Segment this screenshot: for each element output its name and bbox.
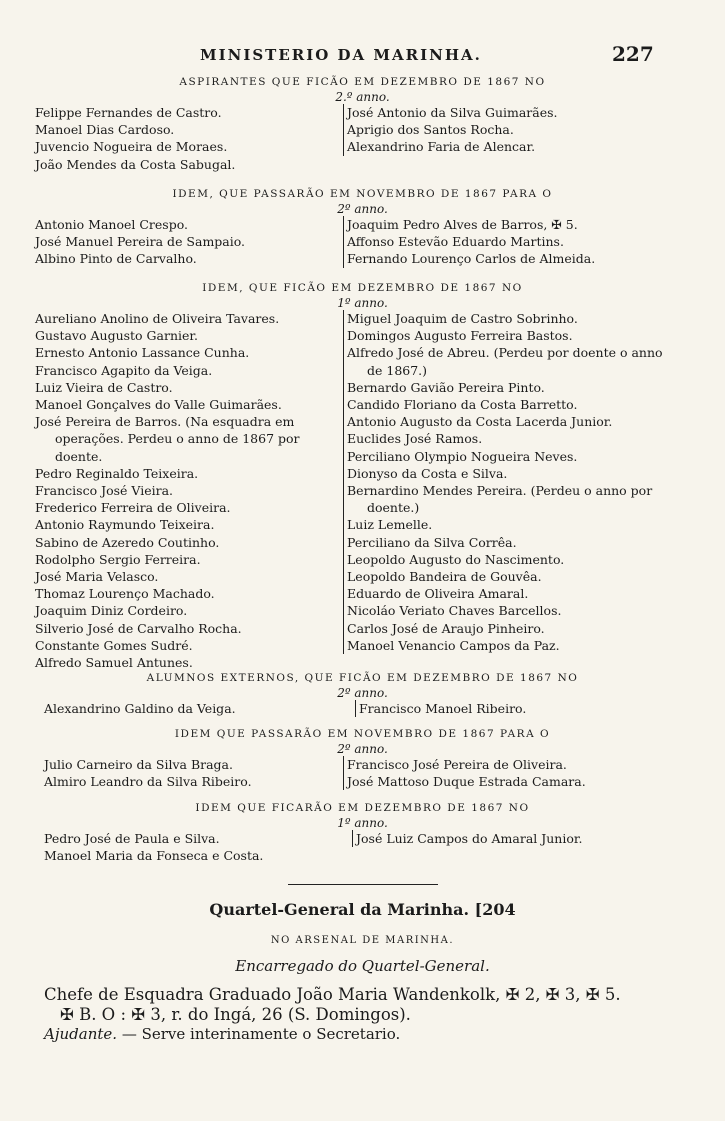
left-column <box>44 700 349 717</box>
list-item: José Pereira de Barros. (Na esquadra em operações. Perdeu o anno de 1867 por doente. <box>35 414 300 464</box>
left-column <box>35 104 340 173</box>
list-item: Perciliano Olympio Nogueira Neves. <box>347 448 578 464</box>
section-title: IDEM, QUE PASSARÃO EM NOVEMBRO DE 1867 PARA O <box>172 188 553 200</box>
page-header <box>0 42 725 72</box>
list-item: Albino Pinto de Carvalho. <box>35 251 197 267</box>
ajudante-line <box>44 1025 684 1043</box>
section-idem-passarao-externos <box>0 726 725 790</box>
right-column <box>343 756 667 790</box>
list-item: Manoel Gonçalves do Valle Guimarães. <box>35 397 282 413</box>
list-item: Eduardo de Oliveira Amaral. <box>347 586 529 602</box>
list-item: Antonio Raymundo Teixeira. <box>35 517 215 533</box>
list-item: Rodolpho Sergio Ferreira. <box>35 551 201 567</box>
section-divider <box>288 884 438 885</box>
ministry-title: MINISTERIO DA MARINHA. <box>200 46 482 64</box>
list-item: Alexandrino Galdino da Veiga. <box>44 701 236 716</box>
list-item: Pedro José de Paula e Silva. <box>44 831 220 846</box>
list-item: Dionyso da Costa e Silva. <box>347 465 508 481</box>
list-item: José Maria Velasco. <box>35 569 159 585</box>
list-item: Sabino de Azeredo Coutinho. <box>35 534 220 550</box>
list-item: João Mendes da Costa Sabugal. <box>35 156 236 172</box>
right-column <box>343 104 667 156</box>
list-item: Thomaz Lourenço Machado. <box>35 586 215 602</box>
right-column <box>343 310 667 654</box>
list-item: Joaquim Diniz Cordeiro. <box>35 603 188 619</box>
chefe-line: Chefe de Esquadra Graduado João Maria Wandenkolk, ✠ 2, ✠ 3, ✠ 5. <box>44 985 621 1004</box>
list-item: Luiz Lemelle. <box>347 517 433 533</box>
list-item: Manoel Venancio Campos da Paz. <box>347 637 560 653</box>
page-number: 227 <box>612 42 654 66</box>
list-item: Aureliano Anolino de Oliveira Tavares. <box>35 311 280 326</box>
left-column <box>44 830 349 864</box>
list-item: Felippe Fernandes de Castro. <box>35 105 222 120</box>
list-item: José Mattoso Duque Estrada Camara. <box>347 774 586 790</box>
right-column <box>343 216 667 268</box>
section-anno: 2º anno. <box>337 686 388 700</box>
section-alumnos-externos-2-anno <box>0 670 725 716</box>
list-item: Alfredo Samuel Antunes. <box>35 655 193 671</box>
list-item: Francisco José Pereira de Oliveira. <box>347 757 567 772</box>
list-item: Miguel Joaquim de Castro Sobrinho. <box>347 311 578 326</box>
quartel-encarregado: Encarregado do Quartel-General. <box>235 957 490 975</box>
list-item: Fernando Lourenço Carlos de Almeida. <box>347 251 596 267</box>
list-item: Pedro Reginaldo Teixeira. <box>35 465 199 481</box>
list-item: Gustavo Augusto Garnier. <box>35 328 198 344</box>
list-item: Almiro Leandro da Silva Ribeiro. <box>44 774 252 790</box>
section-anno: 2º anno. <box>337 202 388 216</box>
quartel-general-title: Quartel-General da Marinha. [204 <box>209 900 516 919</box>
list-item: Alfredo José de Abreu. (Perdeu por doente o anno de 1867.) <box>347 345 663 378</box>
right-column <box>352 830 676 847</box>
section-anno: 2º anno. <box>337 742 388 756</box>
list-item: Alexandrino Faria de Alencar. <box>347 139 536 155</box>
chefe-address-line: ✠ B. O : ✠ 3, r. do Ingá, 26 (S. Domingos). <box>60 1005 411 1024</box>
section-idem-ficao-1-anno <box>0 280 725 671</box>
list-item: Leopoldo Augusto do Nascimento. <box>347 551 565 567</box>
list-item: Luiz Vieira de Castro. <box>35 379 173 395</box>
list-item: Francisco José Vieira. <box>35 483 173 499</box>
section-title: IDEM QUE PASSARÃO EM NOVEMBRO DE 1867 PARA O <box>174 728 551 740</box>
section-anno: 1º anno. <box>337 816 388 830</box>
ajudante-label: Ajudante. <box>44 1025 118 1043</box>
list-item: Julio Carneiro da Silva Braga. <box>44 757 233 772</box>
list-item: José Antonio da Silva Guimarães. <box>347 105 558 120</box>
list-item: Francisco Agapito da Veiga. <box>35 362 213 378</box>
list-item: Antonio Augusto da Costa Lacerda Junior. <box>347 414 613 430</box>
list-item: Frederico Ferreira de Oliveira. <box>35 500 231 516</box>
list-item: Candido Floriano da Costa Barretto. <box>347 397 578 413</box>
list-item: Bernardino Mendes Pereira. (Perdeu o anno por doente.) <box>347 483 653 516</box>
list-item: Perciliano da Silva Corrêa. <box>347 534 517 550</box>
section-title: IDEM, QUE FICÃO EM DEZEMBRO DE 1867 NO <box>202 282 523 294</box>
list-item: Antonio Manoel Crespo. <box>35 217 189 232</box>
section-idem-passarao-2-anno <box>0 186 725 267</box>
list-item: Nicoláo Veriato Chaves Barcellos. <box>347 603 562 619</box>
left-column <box>44 756 349 790</box>
list-item: Manoel Maria da Fonseca e Costa. <box>44 848 264 864</box>
list-item: Aprigio dos Santos Rocha. <box>347 122 514 138</box>
section-title: ALUMNOS EXTERNOS, QUE FICÃO EM DEZEMBRO DE 1867 NO <box>146 672 579 684</box>
quartel-ref: [204 <box>474 900 516 919</box>
list-item: José Luiz Campos do Amaral Junior. <box>356 831 583 846</box>
left-column <box>35 310 340 671</box>
list-item: Bernardo Gavião Pereira Pinto. <box>347 379 545 395</box>
list-item: Affonso Estevão Eduardo Martins. <box>347 234 564 250</box>
list-item: Manoel Dias Cardoso. <box>35 122 175 138</box>
list-item: Juvencio Nogueira de Moraes. <box>35 139 228 155</box>
list-item: Constante Gomes Sudré. <box>35 637 193 653</box>
list-item: Leopoldo Bandeira de Gouvêa. <box>347 569 542 585</box>
list-item: Carlos José de Araujo Pinheiro. <box>347 620 545 636</box>
list-item: Silverio José de Carvalho Rocha. <box>35 620 242 636</box>
list-item: Domingos Augusto Ferreira Bastos. <box>347 328 573 344</box>
ajudante-text: — Serve interinamente o Secretario. <box>121 1025 401 1043</box>
section-title: ASPIRANTES QUE FICÃO EM DEZEMBRO DE 1867 NO <box>179 76 546 88</box>
quartel-subtitle: NO ARSENAL DE MARINHA. <box>270 935 455 946</box>
right-column <box>355 700 679 717</box>
section-anno: 2.º anno. <box>335 90 390 104</box>
section-anno: 1º anno. <box>337 296 388 310</box>
left-column <box>35 216 340 268</box>
list-item: Francisco Manoel Ribeiro. <box>359 701 527 716</box>
section-title: IDEM QUE FICARÃO EM DEZEMBRO DE 1867 NO <box>195 802 530 814</box>
list-item: Ernesto Antonio Lassance Cunha. <box>35 345 250 361</box>
list-item: Euclides José Ramos. <box>347 431 483 447</box>
section-aspirantes-2-anno <box>0 74 725 172</box>
list-item: José Manuel Pereira de Sampaio. <box>35 234 246 250</box>
section-idem-ficarao-externos <box>0 800 725 864</box>
list-item: Joaquim Pedro Alves de Barros, ✠ 5. <box>347 217 578 232</box>
